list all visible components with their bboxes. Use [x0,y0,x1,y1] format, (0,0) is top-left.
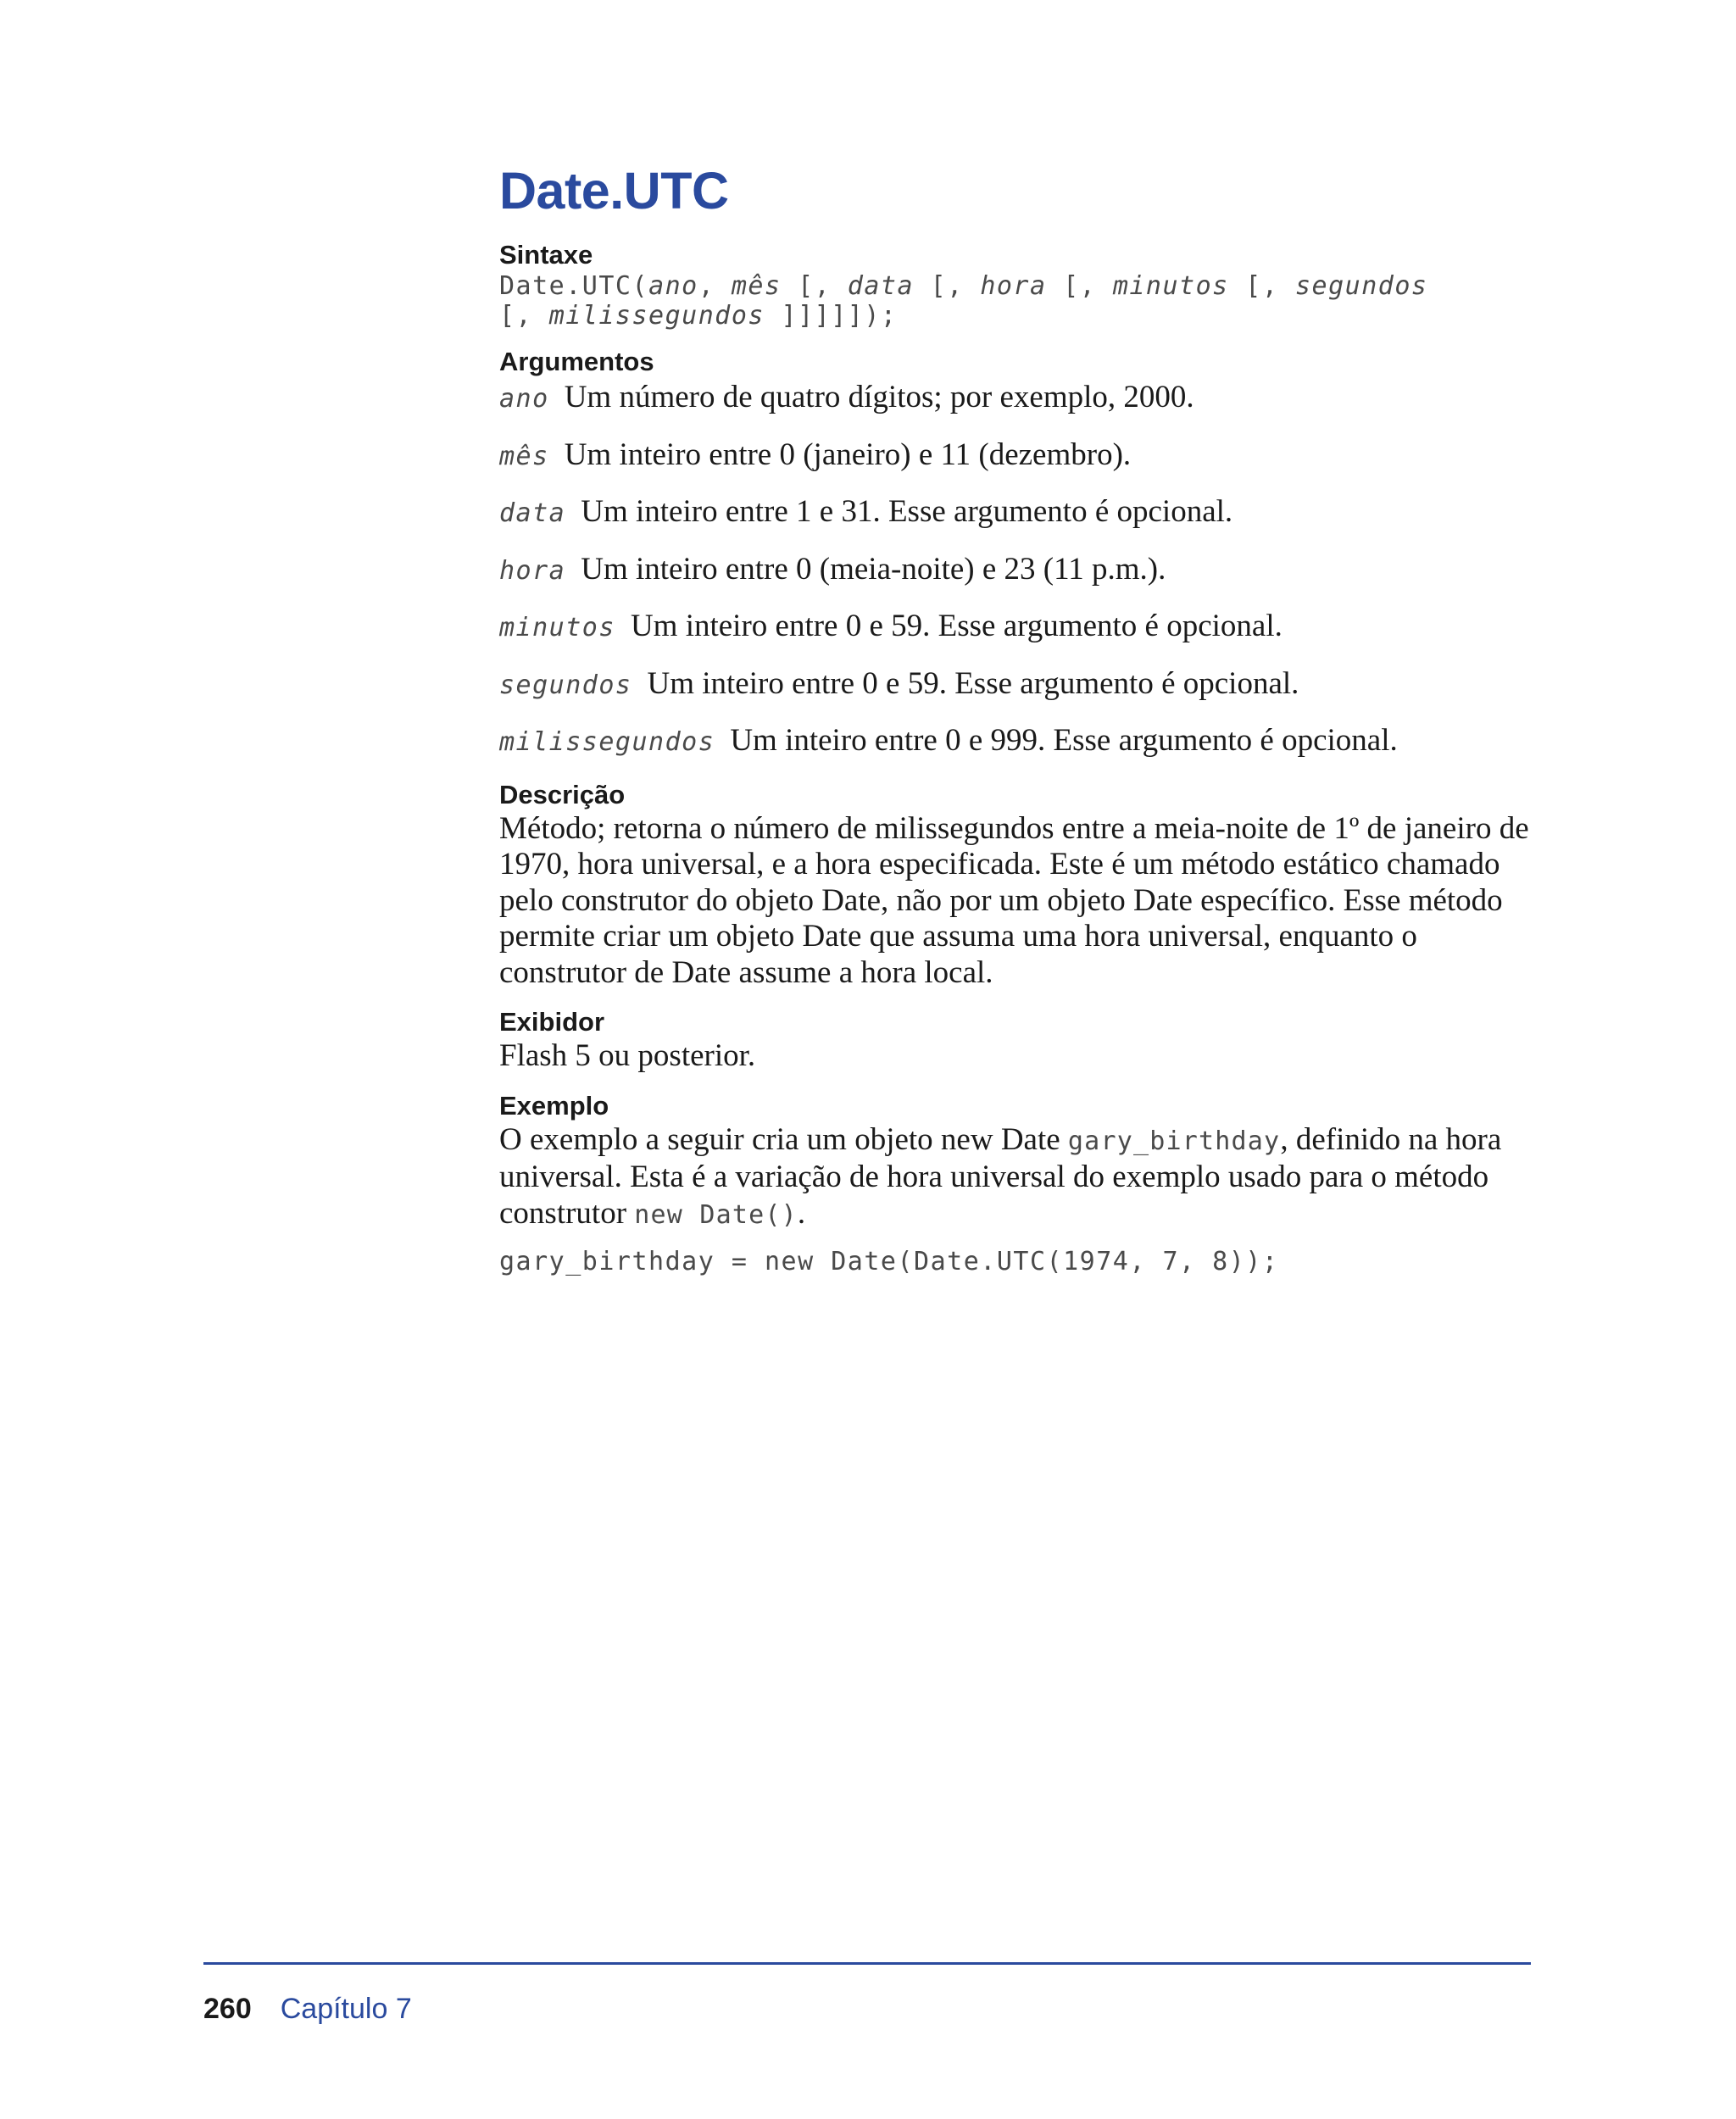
argument-item [499,550,1542,591]
argument-item [499,607,1542,648]
description-heading: Descrição [499,779,626,809]
example-heading: Exemplo [499,1090,609,1121]
argument-item [499,378,1542,419]
argument-item [499,436,1542,476]
syntax-heading: Sintaxe [499,240,593,270]
syntax-code: Date.UTC(ano, mês [, data [, hora [, minutos [, segundos [, milissegundos ]]]]]); [499,271,1428,331]
page-title: Date.UTC [499,162,729,220]
inline-code: new Date() [634,1199,798,1230]
page-footer [203,1992,412,2026]
description-text: Método; retorna o número de milissegundos entre a meia-noite de 1º de janeiro de 1970, hora universal, e a hora especificada. Este é um método estático chamado pelo construtor do objeto Date, não por um objeto Date específico. Esse método permite criar um objeto Date que assuma uma hora universal, enquanto o construtor de Date assume a hora local. [499,810,1529,990]
argument-desc: Um inteiro entre 1 e 31. Esse argumento é opcional. [581,494,1233,529]
arguments-heading: Argumentos [499,347,654,376]
footer-rule [203,1962,1531,1965]
argument-name: segundos [499,670,632,700]
argument-item [499,492,1542,533]
argument-name: ano [499,384,549,414]
argument-item [499,665,1542,705]
argument-item [499,721,1542,762]
argument-desc: Um inteiro entre 0 e 59. Esse argumento é opcional. [647,665,1299,701]
argument-desc: Um número de quatro dígitos; por exemplo, 2000. [564,380,1194,414]
chapter-label: Capítulo 7 [280,1993,412,2025]
player-heading: Exibidor [499,1007,605,1037]
arguments-list [499,378,1542,762]
argument-name: data [499,498,566,528]
page-content [499,161,1542,1277]
argument-desc: Um inteiro entre 0 (meia-noite) e 23 (11 p.m.). [581,551,1166,587]
page-number: 260 [203,1993,252,2025]
argument-name: milissegundos [499,727,715,757]
argument-desc: Um inteiro entre 0 e 59. Esse argumento é opcional. [630,609,1283,643]
argument-name: minutos [499,613,615,642]
example-text: O exemplo a seguir cria um objeto new Date gary_birthday, definido na hora universal. Esta é a variação de hora universal do exemplo usado para o método construtor new Date(). [499,1121,1502,1231]
example-code: gary_birthday = new Date(Date.UTC(1974, 7, 8)); [499,1247,1279,1276]
player-text: Flash 5 ou posterior. [499,1038,756,1073]
argument-name: hora [499,555,566,586]
inline-code: gary_birthday [1067,1126,1281,1156]
argument-desc: Um inteiro entre 0 (janeiro) e 11 (dezembro). [564,437,1132,472]
argument-name: mês [499,441,549,471]
argument-desc: Um inteiro entre 0 e 999. Esse argumento é opcional. [730,723,1398,758]
